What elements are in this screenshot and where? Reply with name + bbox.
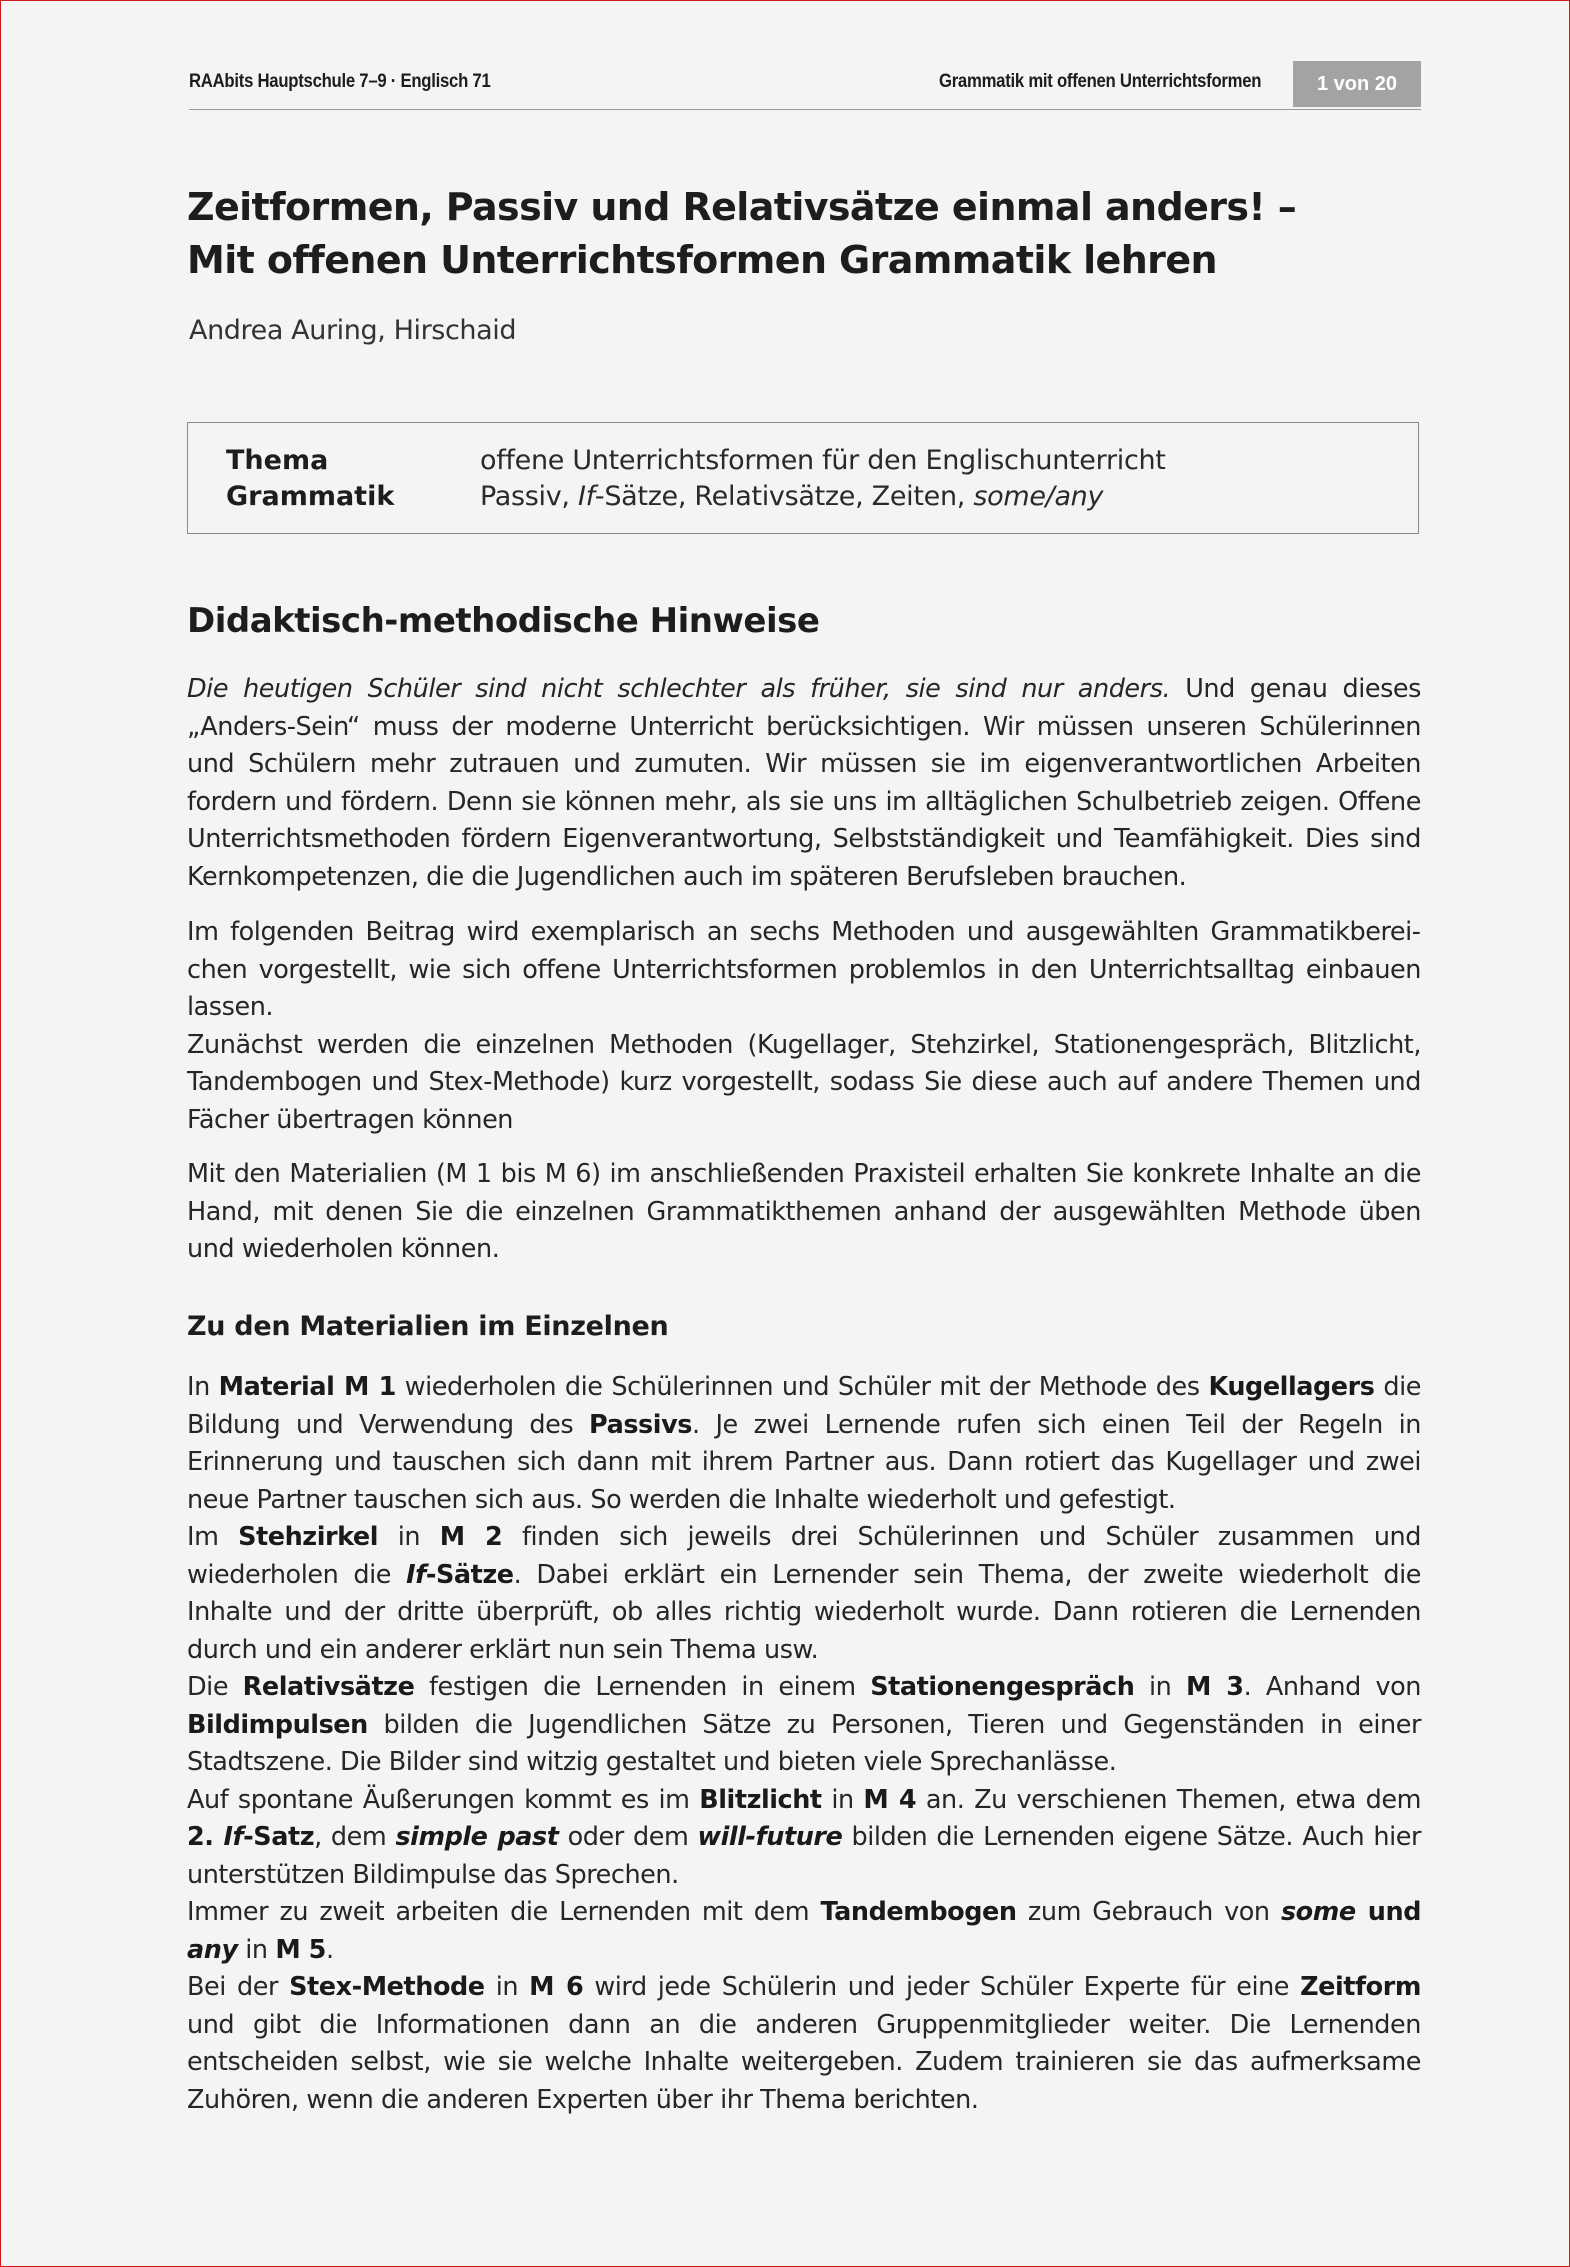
title-line-2: Mit offenen Unterrichtsformen Grammatik lehren (187, 238, 1217, 282)
m1-text: In Material M 1 wiederholen die Schülerinnen und Schüler mit der Methode des Kugellagers die Bildung und Verwendung des Passivs. Je zwei Lernende rufen sich einen Teil der Regeln in Erinnerung und tauschen sich dann mit ihrem Partner aus. Dann rotiert das Kugellager und zwei neue Partner tauschen sich aus. So werden die Inhalte wiederholt und gefestigt. (187, 1372, 1422, 1515)
thema-value: offene Unterrichtsformen für den Englischunterricht (480, 445, 1166, 476)
running-header (189, 61, 1421, 110)
methods-text-b: Zunächst werden die einzelnen Methoden (Kugellager, Stehzirkel, Stationengespräch, Blitzlicht, Tandembogen und Stex-Methode) kurz vorgestellt, sodass Sie diese auch auf andere Themen und Fächer übertragen können (187, 1029, 1421, 1135)
grammatik-text-1: Passiv, (480, 481, 578, 512)
paragraph-methods (187, 914, 1421, 1139)
paragraph-materials: Mit den Materialien (M 1 bis M 6) im anschließenden Praxisteil erhalten Sie konkrete Inhalte an die Hand, mit denen Sie die einzelnen Grammatikthemen anhand der ausgewählten Methode üben und wiederholen können. (187, 1159, 1421, 1264)
author-line: Andrea Auring, Hirschaid (189, 315, 517, 346)
series-title: RAAbits Hauptschule 7–9 · Englisch 71 (189, 71, 491, 92)
thema-label: Thema (226, 445, 329, 476)
paragraph-intro (187, 671, 1421, 896)
m5-text: Immer zu zweit arbeiten die Lernenden mit dem Tandembogen zum Gebrauch von some und any in M 5. (187, 1897, 1422, 1965)
m6-text: Bei der Stex-Methode in M 6 wird jede Schülerin und jeder Schüler Experte für eine Zeitform und gibt die Informationen dann an die anderen Gruppenmitglieder weiter. Die Lernenden entscheiden selbst, wie sie welche Inhalte weitergeben. Zudem trainieren sie das aufmerksame Zuhören, wenn die anderen Experten über ihr Thema berichten. (187, 1972, 1421, 2115)
grammatik-label: Grammatik (226, 481, 395, 512)
intro-quote: Die heutigen Schüler sind nicht schlechter als früher, sie sind nur anders. (187, 674, 1171, 704)
m4-text: Auf spontane Äußerungen kommt es im Blitzlicht in M 4 an. Zu verschienen Themen, etwa dem 2. If-Satz, dem simple past oder dem will-future bilden die Lernenden eigene Sätze. Auch hier unterstützen Bildimpulse das Sprechen. (187, 1784, 1421, 1890)
article-title (187, 181, 1427, 287)
paragraph-material-details (187, 1369, 1421, 2119)
grammatik-text-2: -Sätze, Relativsätze, Zeiten, (594, 481, 974, 512)
subheading-materials: Zu den Materialien im Einzelnen (187, 1311, 669, 1342)
page-number-badge: 1 von 20 (1293, 61, 1421, 107)
title-line-1: Zeitformen, Passiv und Relativsätze einmal anders! – (187, 185, 1297, 229)
grammatik-text-3: some/any (973, 481, 1104, 512)
grammatik-text-if: If (578, 481, 595, 512)
chapter-title: Grammatik mit offenen Unterrichtsformen (938, 71, 1261, 92)
intro-text: Und genau dieses „Anders-Sein“ muss der moderne Unterricht berücksichtigen. Wir müssen unseren Schülerinnen und Schülern mehr zutrauen und zumuten. Wir müssen sie im eigenverantwortlichen Arbeiten fordern und fördern. Denn sie können mehr, als sie uns im alltäglichen Schulbetrieb zeigen. Offene Unterrichtsmethoden fördern Eigenverantwortung, Selbstständigkeit und Teamfähigkeit. Dies sind Kernkompetenzen, die die Jugendlichen auch im späteren Berufsleben brauchen. (187, 674, 1421, 892)
m2-text: Im Stehzirkel in M 2 finden sich jeweils drei Schülerinnen und Schüler zusammen und wiederholen die If-Sätze. Dabei erklärt ein Lernender sein Thema, der zweite wiederholt die Inhalte und der dritte überprüft, ob alles richtig wiederholt wurde. Dann rotieren die Lernenden durch und ein anderer erklärt nun sein Thema usw. (187, 1522, 1422, 1665)
grammatik-value (480, 479, 1103, 515)
m3-text: Die Relativsätze festigen die Lernenden in einem Stationengespräch in M 3. Anhand von Bildimpulsen bilden die Jugendlichen Sätze zu Personen, Tieren und Gegenständen in einer Stadtszene. Die Bilder sind witzig gestaltet und bieten viele Sprechanlässe. (187, 1672, 1421, 1777)
section-heading: Didaktisch-methodische Hinweise (187, 601, 820, 641)
methods-text-a: Im folgenden Beitrag wird exemplarisch an sechs Methoden und ausgewählten Grammatikbereichen vorgestellt, wie sich offene Unterrichtsformen problemlos in den Unterrichtsalltag einbauen lassen. (187, 917, 1421, 1022)
topic-info-box (187, 422, 1419, 534)
